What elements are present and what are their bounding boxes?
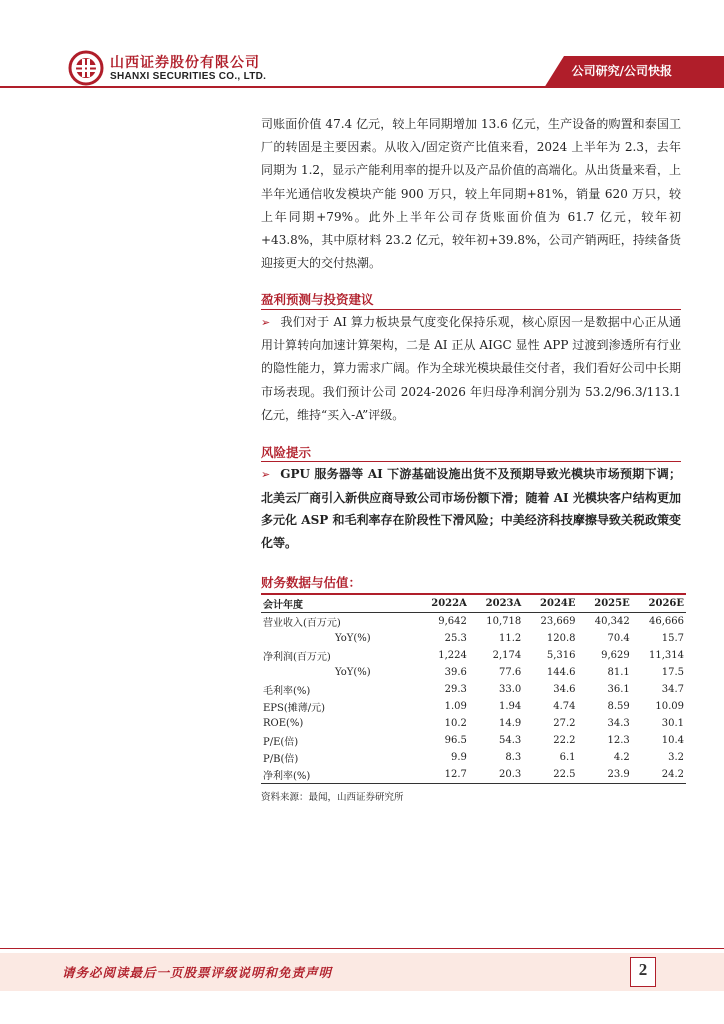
- row-label: 营业收入(百万元): [263, 618, 341, 629]
- row-label: P/E(倍): [263, 737, 299, 748]
- table-cell: 20.3: [469, 766, 523, 784]
- row-label: P/B(倍): [263, 754, 299, 765]
- column-header: 2026E: [632, 594, 686, 613]
- table-cell: 33.0: [499, 684, 522, 695]
- table-cell: 34.3: [607, 718, 630, 729]
- heading-forecast: 盈利预测与投资建议: [261, 292, 374, 307]
- row-label: YoY(%): [335, 667, 371, 678]
- table-cell: 2,174: [492, 650, 522, 661]
- table-cell: 14.9: [499, 718, 522, 729]
- body-paragraph: 司账面价值 47.4 亿元，较上年同期增加 13.6 亿元，生产设备的购置和泰国工厂的转固是主要因素。从收入/固定资产比值来看，2024 上半年为 2.3，去年同期为 1.2，显示产能利用率的提升以及产品价值的高端化。从出货量来看，上半年光通信收发模块产能 900 万只，较上年同期+81%，销量 620 万只，较上年同期+79%。此外上半年公司存货账面价值为 61.7 亿元，较年初+43.8%，其中原材料 23.2 亿元，较年初+39.8%，公司产销两旺，持续备货迎接更大的交付热潮。: [261, 117, 681, 271]
- arrow-bullet-icon: ➢: [261, 316, 271, 329]
- table-row: [261, 681, 686, 698]
- forecast-text: 我们对于 AI 算力板块景气度变化保持乐观，核心原因一是数据中心正从通用计算转向加速计算架构，二是 AI 正从 AIGC 显性 APP 过渡到渗透所有行业的隐性能力，算力需求广阔。作为全球光模块最佳交付者，我们看好公司中长期市场表现。我们预计公司 2024-2026 年归母净利润分别为 53.2/96.3/113.1 亿元，维持“买入-A”评级。: [261, 315, 682, 422]
- table-cell: 6.1: [559, 752, 576, 763]
- heading-divider: [261, 461, 681, 462]
- table-row: [261, 698, 686, 715]
- company-name-cn: 山西证券股份有限公司: [110, 55, 260, 71]
- table-cell: 12.7: [414, 766, 468, 784]
- table-row: [261, 647, 686, 664]
- risk-bullet: [261, 463, 681, 554]
- company-logo-icon: [68, 50, 104, 86]
- table-cell: 10,718: [486, 616, 522, 627]
- table-cell: 25.3: [444, 633, 467, 644]
- column-header: 2024E: [523, 594, 577, 613]
- table-cell: 1.94: [499, 701, 522, 712]
- footer-divider: [0, 948, 724, 949]
- column-header: 2023A: [469, 594, 523, 613]
- table-row: [261, 732, 686, 749]
- table-cell: 81.1: [607, 667, 630, 678]
- table-row: [261, 664, 686, 681]
- table-cell: 12.3: [607, 735, 630, 746]
- company-name-en: SHANXI SECURITIES CO., LTD.: [110, 71, 267, 82]
- table-cell: 8.59: [607, 701, 630, 712]
- table-cell: 4.74: [553, 701, 576, 712]
- risk-text: GPU 服务器等 AI 下游基础设施出货不及预期导致光模块市场预期下调；北美云厂商引入新供应商导致公司市场份额下滑；随着 AI 光模块客户结构更加多元化 ASP 和毛利率存在阶段性下滑风险；中美经济科技摩擦导致关税政策变化等。: [261, 467, 681, 550]
- table-cell: 54.3: [499, 735, 522, 746]
- table-cell: 34.6: [553, 684, 576, 695]
- section-label: 公司研究/公司快报: [571, 64, 672, 78]
- table-cell: 3.2: [668, 752, 684, 763]
- row-label: ROE(%): [263, 718, 304, 729]
- row-label: 净利润(百万元): [263, 652, 331, 663]
- table-source: 资料来源：最闻，山西证券研究所: [261, 792, 404, 803]
- table-row: [261, 613, 686, 631]
- row-label: EPS(摊薄/元): [263, 703, 326, 714]
- page-header: [0, 0, 724, 96]
- table-header-row: [261, 594, 686, 613]
- table-cell: 27.2: [553, 718, 576, 729]
- financial-table-container: [261, 593, 686, 784]
- table-cell: 36.1: [607, 684, 630, 695]
- table-cell: 23.9: [578, 766, 632, 784]
- table-cell: 39.6: [444, 667, 467, 678]
- table-cell: 144.6: [546, 667, 576, 678]
- table-cell: 34.7: [661, 684, 684, 695]
- table-cell: 8.3: [505, 752, 522, 763]
- table-title: 财务数据与估值：: [261, 575, 362, 590]
- table-cell: 9,642: [438, 616, 467, 627]
- table-row: [261, 749, 686, 766]
- table-cell: 96.5: [444, 735, 467, 746]
- table-cell: 1.09: [444, 701, 467, 712]
- arrow-bullet-icon: ➢: [261, 468, 271, 481]
- page-number: 2: [638, 960, 648, 979]
- table-cell: 17.5: [661, 667, 684, 678]
- table-cell: 24.2: [632, 766, 686, 784]
- table-cell: 23,669: [540, 616, 576, 627]
- footer-disclaimer: 请务必阅读最后一页股票评级说明和免责声明: [62, 965, 333, 980]
- table-cell: 22.5: [523, 766, 577, 784]
- table-cell: 29.3: [444, 684, 467, 695]
- row-label: 毛利率(%): [263, 686, 311, 697]
- column-header: 2025E: [578, 594, 632, 613]
- table-cell: 30.1: [661, 718, 684, 729]
- table-cell: 1,224: [438, 650, 467, 661]
- table-cell: 9,629: [601, 650, 630, 661]
- table-cell: 10.4: [661, 735, 684, 746]
- table-cell: 15.7: [661, 633, 684, 644]
- column-header: 2022A: [414, 594, 468, 613]
- table-cell: 77.6: [499, 667, 522, 678]
- heading-risk: 风险提示: [261, 445, 312, 460]
- table-cell: 11.2: [499, 633, 522, 644]
- table-cell: 10.09: [655, 701, 684, 712]
- row-label: 净利率(%): [261, 766, 414, 784]
- table-cell: 5,316: [546, 650, 576, 661]
- financial-table: [261, 593, 686, 784]
- table-row: [261, 766, 686, 784]
- heading-divider: [261, 309, 681, 310]
- table-cell: 70.4: [607, 633, 630, 644]
- table-cell: 22.2: [553, 735, 576, 746]
- table-cell: 10.2: [444, 718, 467, 729]
- table-body: [261, 613, 686, 784]
- column-header: 会计年度: [261, 594, 414, 613]
- table-cell: 11,314: [649, 650, 684, 661]
- table-row: [261, 715, 686, 732]
- table-cell: 46,666: [649, 616, 684, 627]
- table-row: [261, 630, 686, 647]
- table-cell: 4.2: [613, 752, 630, 763]
- forecast-bullet: [261, 311, 681, 427]
- table-cell: 120.8: [546, 633, 576, 644]
- table-cell: 9.9: [450, 752, 467, 763]
- table-cell: 40,342: [594, 616, 630, 627]
- row-label: YoY(%): [335, 633, 371, 644]
